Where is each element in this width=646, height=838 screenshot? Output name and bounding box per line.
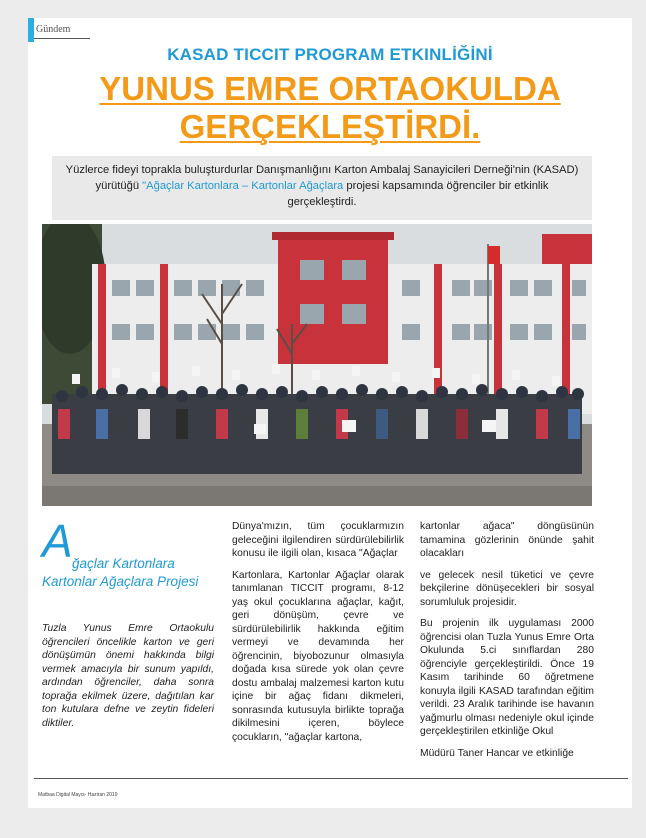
side-title-line-2: Kartonlar Ağaçlara Projesi — [42, 574, 199, 589]
article-column-2 — [232, 520, 404, 752]
magazine-page — [28, 18, 632, 808]
paragraph: kartonlar ağaca" döngüsünün tamamina gözlerinin önünde şahit olacakları — [420, 521, 594, 559]
paragraph: Bu projenin ilk uygulaması 2000 öğrencisi olan Tuzla Yunus Emre Orta Okulunda 5.ci sınıflardan 280 öğrenciyle gerçekleştirildi. Önce 19 Kasım tarihinde 60 öğretmene konuyla ilgili KASAD tarafından eğitim verildi. 23 Aralık tarihinde ise havanın yağmurlu olması nedeniyle okul içinde gerçekleştirilen etkinliğe Okul — [420, 618, 594, 737]
lead-text-1: Yüzlerce fideyi toprakla buluşturdurlar Danışmanlığını Karton Ambalaj Sanayicileri Derneği'nin (KASAD) yürütüğü — [65, 164, 579, 192]
article-column-3 — [420, 520, 594, 768]
side-title-line-1: ğaçlar Kartonlara — [72, 556, 175, 571]
headline-line-1: YUNUS EMRE ORTAOKULDA — [99, 70, 561, 107]
section-tag: Gündem — [36, 24, 71, 35]
kicker-title: KASAD TICCIT PROGRAM ETKINLİĞİNİ — [167, 45, 493, 64]
page-footer: Matbaa Digital Mayıs- Haziran 2019 — [38, 792, 118, 798]
headline-line-2: GERÇEKLEŞTİRDİ. — [179, 108, 481, 145]
students-photo-illustration — [42, 224, 592, 506]
headline — [28, 70, 632, 146]
lead-highlight: "Ağaçlar Kartonlara – Kartonlar Ağaçlara — [142, 180, 344, 192]
lead-paragraph — [52, 156, 592, 220]
article-photo — [42, 224, 592, 506]
paragraph: Müdürü Taner Hancar ve etkinliğe — [420, 747, 574, 759]
side-title-initial: A — [42, 515, 73, 567]
paragraph: Dünya'mızın, tüm çocuklarmızın geleceğini ilgilendiren sürdürülebilirlik konusu ile ilgili olan, kısaca "Ağaçlar — [232, 521, 404, 559]
paragraph: ve gelecek nesil tüketici ve çevre bekçilerine dönüşecekleri bir sosyal sorumluluk projesidir. — [420, 569, 594, 608]
lead-text-2: projesi kapsamında öğrenciler bir etkinlik gerçekleştirdi. — [287, 180, 549, 208]
footer-divider — [34, 778, 628, 779]
section-divider — [34, 38, 90, 39]
article-column-1 — [42, 622, 214, 738]
paragraph: Tuzla Yunus Emre Ortaokulu öğrencileri öncelikle karton ve geri dönüşümün önemi hakkında bilgi vermek amacıyla bir sunum yapıldı, ardından öğrenciler, daha sonra toprağa ekilmek üzere, dağıtılan kar ton kutulara defne ve zeytin fideleri diktiler. — [42, 623, 214, 729]
paragraph: Kartonlara, Kartonlar Ağaçlar olarak tanımlanan TICCIT programı, 8-12 yaş okul çocuklarına ağaçlar, kağıt, geri dönüşüm, çevre ve sürdürülebilirlik hakkında eğitim vermeyi ve devamında her öğrencinin, biyobozunur olmasıyla doğada kısa sürede yok olan çevre dostu ambalaj malzemesi karton kutu içine bir ağaç fidanı dikmeleri, sonrasında kutusuyla birlikte toprağa dikilmesini içeren, böylece çocukların, "ağaçlar kartona, — [232, 569, 404, 743]
